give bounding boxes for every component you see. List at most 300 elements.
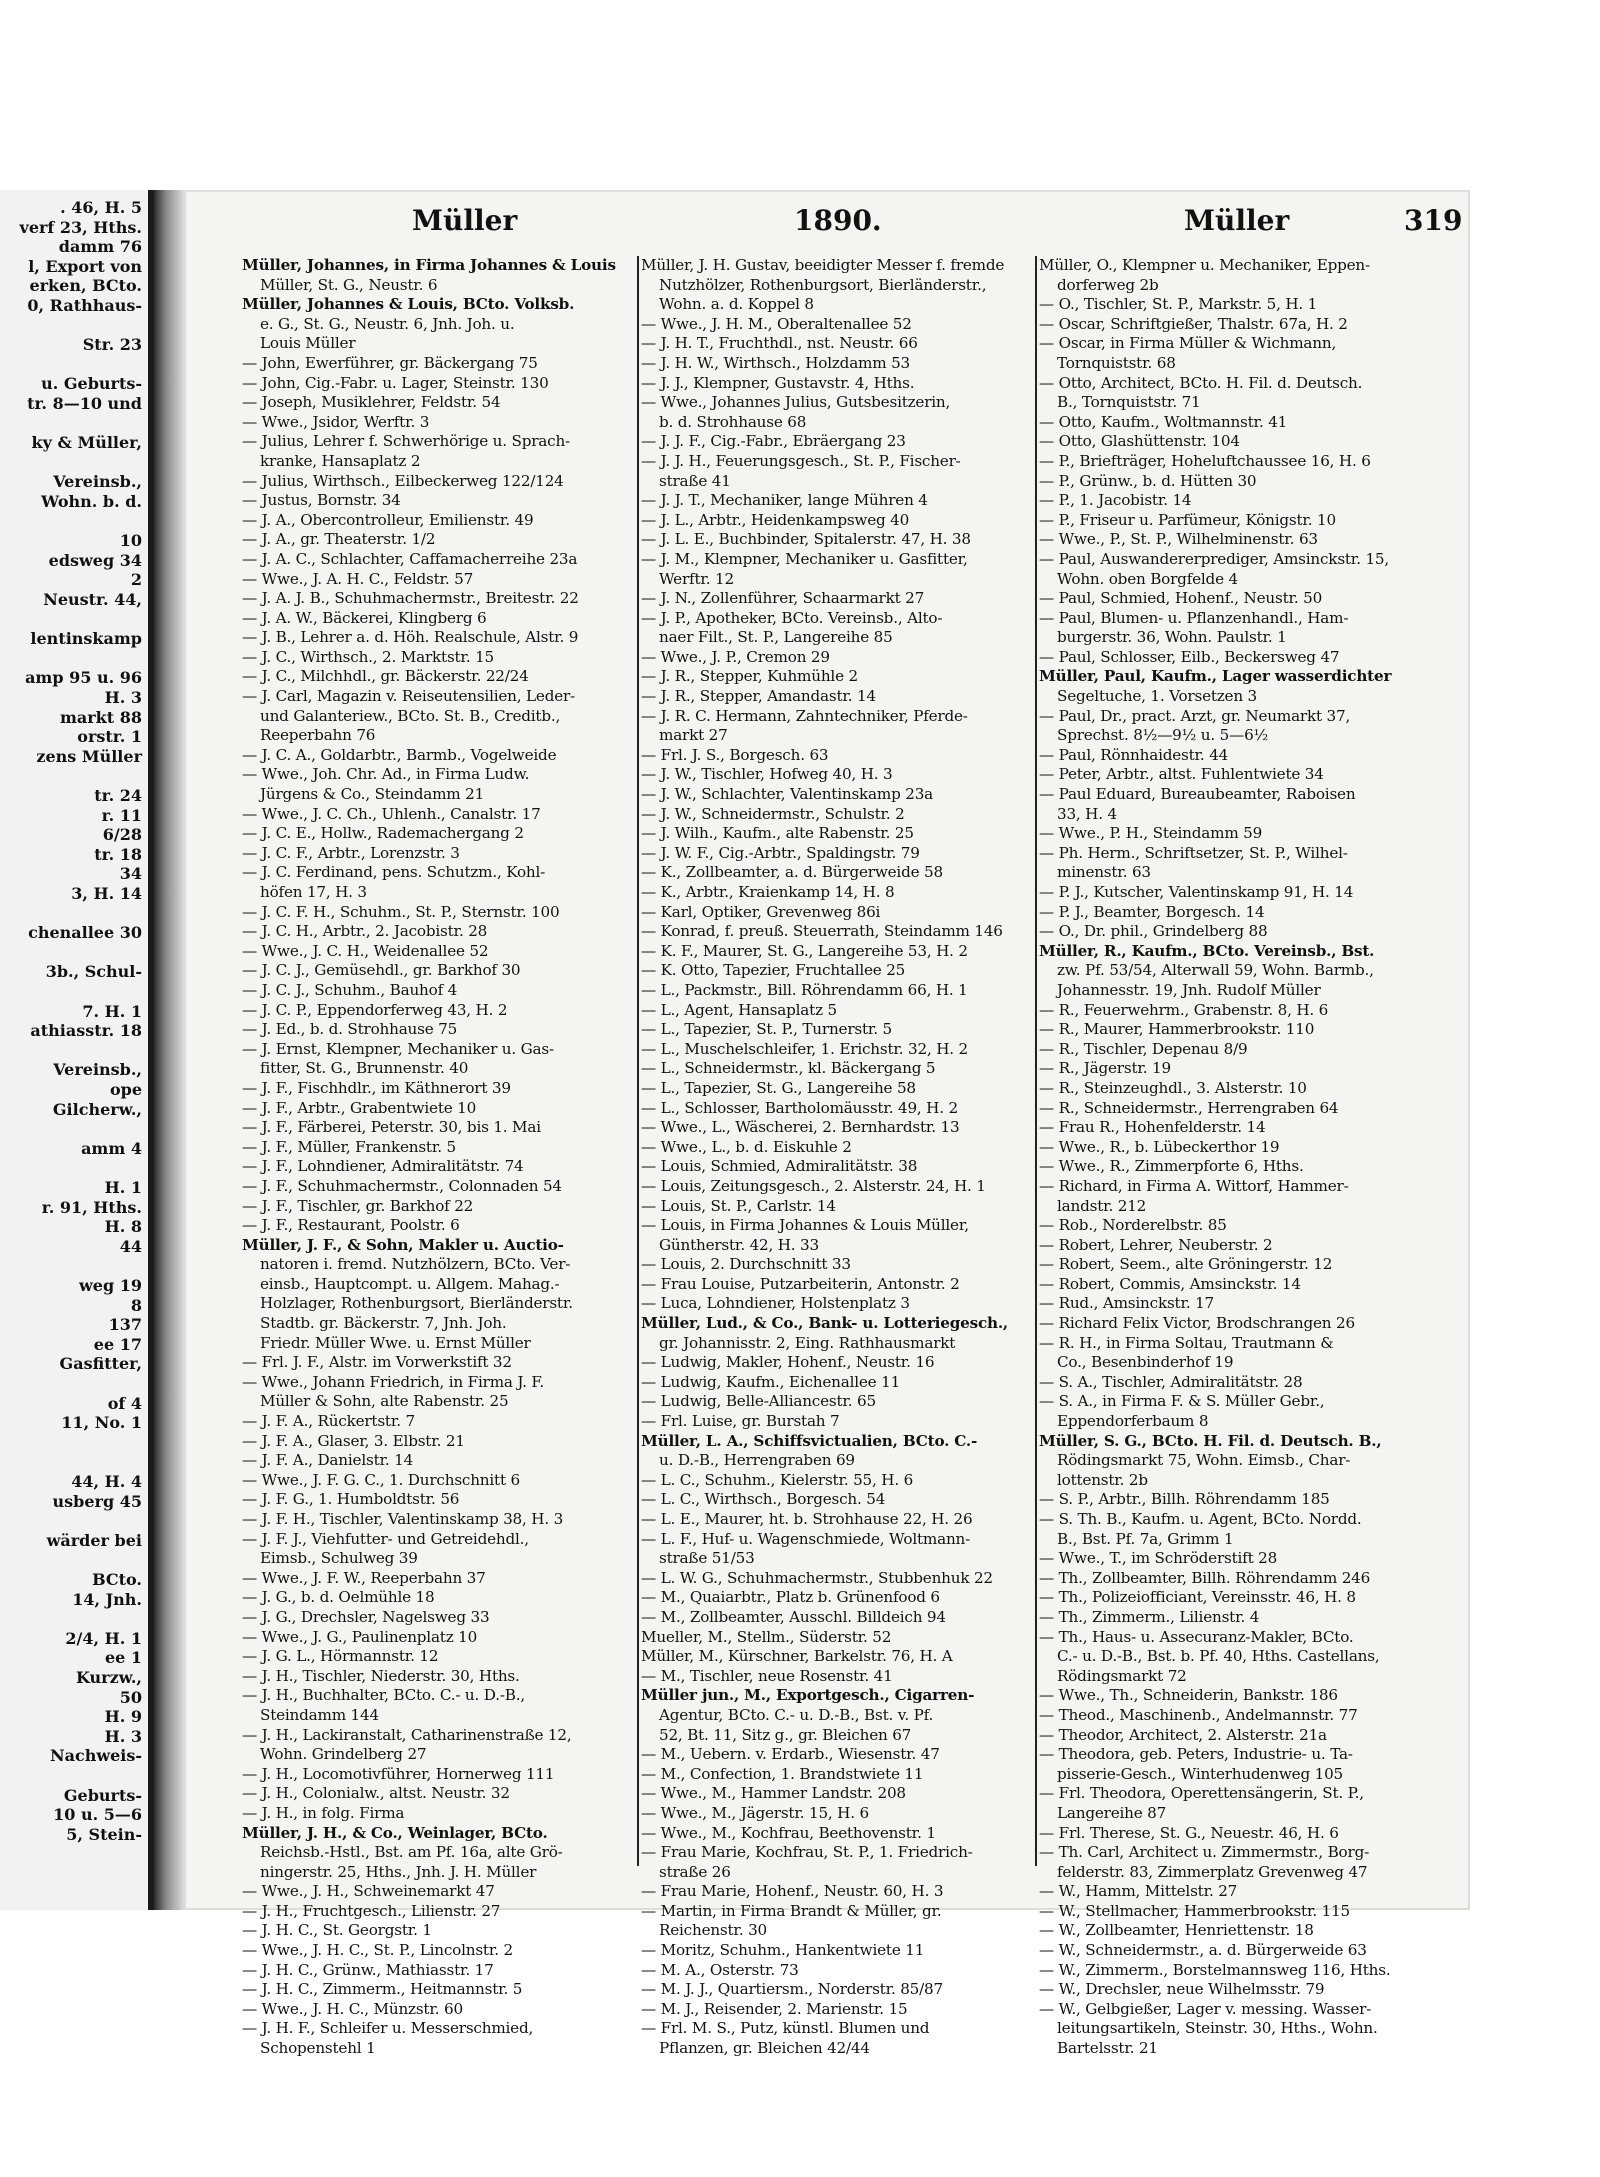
directory-entry: — S. P., Arbtr., Billh. Röhrendamm 185 bbox=[1039, 1490, 1330, 1509]
directory-entry: — L., Schlosser, Bartholomäusstr. 49, H. 2 bbox=[641, 1098, 958, 1117]
directory-entry: — J. F., Arbtr., Grabentwiete 10 bbox=[242, 1098, 477, 1117]
directory-entry: — Paul, Schlosser, Eilb., Beckersweg 47 bbox=[1039, 647, 1340, 666]
directory-entry: — J. F., Schuhmachermstr., Colonnaden 54 bbox=[242, 1176, 562, 1195]
directory-entry: — Luca, Lohndiener, Holstenplatz 3 bbox=[641, 1294, 910, 1313]
directory-entry: — J. F. G., 1. Humboldtstr. 56 bbox=[242, 1490, 460, 1509]
directory-entry: Müller & Sohn, alte Rabenstr. 25 bbox=[260, 1392, 509, 1411]
left-page-line: orstr. 1 bbox=[77, 727, 142, 747]
left-page-line: 2/4, H. 1 bbox=[65, 1628, 142, 1648]
directory-entry: Müller, J. F., & Sohn, Makler u. Auctio- bbox=[242, 1235, 564, 1254]
directory-entry: — J. G., b. d. Oelmühle 18 bbox=[242, 1588, 435, 1607]
directory-entry: — J. F. A., Rückertstr. 7 bbox=[242, 1412, 415, 1431]
directory-entry: — Julius, Wirthsch., Eilbeckerweg 122/124 bbox=[242, 471, 564, 490]
left-page-line: . 46, H. 5 bbox=[60, 198, 142, 217]
directory-entry: — Th., Zimmerm., Lilienstr. 4 bbox=[1039, 1607, 1260, 1626]
left-page-line: 2 bbox=[130, 570, 142, 590]
directory-entry: — R. H., in Firma Soltau, Trautmann & bbox=[1039, 1333, 1334, 1352]
directory-entry: — J. Wilh., Kaufm., alte Rabenstr. 25 bbox=[641, 824, 914, 843]
directory-entry: Reeperbahn 76 bbox=[260, 726, 376, 745]
directory-entry: — Rob., Norderelbstr. 85 bbox=[1039, 1216, 1227, 1235]
left-page-line: 3b., Schul- bbox=[45, 962, 142, 982]
directory-entry: Müller, R., Kaufm., BCto. Vereinsb., Bst. bbox=[1039, 941, 1375, 960]
directory-entry: — Wwe., Jsidor, Werftr. 3 bbox=[242, 412, 430, 431]
directory-entry: — P. J., Beamter, Borgesch. 14 bbox=[1039, 902, 1265, 921]
directory-entry: B., Tornquiststr. 71 bbox=[1057, 393, 1201, 412]
directory-entry: — Wwe., Johann Friedrich, in Firma J. F. bbox=[242, 1372, 544, 1391]
left-page-line: H. 1 bbox=[104, 1178, 142, 1197]
directory-entry: — Wwe., R., b. Lübeckerthor 19 bbox=[1039, 1137, 1280, 1156]
directory-entry: — Frl. Therese, St. G., Neuestr. 46, H. 6 bbox=[1039, 1823, 1339, 1842]
directory-entry: — J. H. F., Schleifer u. Messerschmied, bbox=[242, 2019, 534, 2038]
directory-entry: Nutzhölzer, Rothenburgsort, Bierländerstr., bbox=[659, 275, 987, 294]
directory-entry: — L. C., Schuhm., Kielerstr. 55, H. 6 bbox=[641, 1470, 914, 1489]
directory-entry: Steindamm 144 bbox=[260, 1705, 379, 1724]
directory-entry: — Wwe., M., Kochfrau, Beethovenstr. 1 bbox=[641, 1823, 936, 1842]
directory-entry: Reichsb.-Hstl., Bst. am Pf. 16a, alte Grö- bbox=[260, 1843, 563, 1862]
column-3 bbox=[1039, 256, 1439, 2059]
directory-entry: — Ludwig, Makler, Hohenf., Neustr. 16 bbox=[641, 1353, 935, 1372]
directory-entry: — Frl. J. F., Alstr. im Vorwerkstift 32 bbox=[242, 1353, 512, 1372]
directory-entry: — J. W., Schneidermstr., Schulstr. 2 bbox=[641, 804, 905, 823]
left-page-line: zens Müller bbox=[36, 746, 142, 766]
directory-entry: — Otto, Kaufm., Woltmannstr. 41 bbox=[1039, 412, 1288, 431]
directory-entry: — S. A., Tischler, Admiralitätstr. 28 bbox=[1039, 1372, 1303, 1391]
directory-entry: — Frl. J. S., Borgesch. 63 bbox=[641, 745, 829, 764]
left-page-line: erken, BCto. bbox=[29, 276, 142, 296]
directory-entry: Müller jun., M., Exportgesch., Cigarren- bbox=[641, 1686, 975, 1705]
directory-entry: — Frl. Luise, gr. Burstah 7 bbox=[641, 1412, 840, 1431]
directory-entry: — J. J., Klempner, Gustavstr. 4, Hths. bbox=[641, 373, 915, 392]
directory-entry: — Peter, Arbtr., altst. Fuhlentwiete 34 bbox=[1039, 765, 1324, 784]
directory-entry: — Louis, Schmied, Admiralitätstr. 38 bbox=[641, 1157, 918, 1176]
directory-entry: — J. C., Milchhdl., gr. Bäckerstr. 22/24 bbox=[242, 667, 529, 686]
left-page-line: of 4 bbox=[107, 1393, 142, 1413]
directory-entry: leitungsartikeln, Steinstr. 30, Hths., Wohn. bbox=[1057, 2019, 1378, 2038]
directory-entry: — Ludwig, Belle-Alliancestr. 65 bbox=[641, 1392, 876, 1411]
directory-entry: — L. F., Huf- u. Wagenschmiede, Woltmann- bbox=[641, 1529, 971, 1548]
left-page-line: verf 23, Hths. bbox=[19, 217, 142, 237]
directory-entry: — Paul Eduard, Bureaubeamter, Raboisen bbox=[1039, 785, 1356, 804]
page-number: 319 bbox=[1404, 204, 1463, 237]
directory-entry: — P., 1. Jacobistr. 14 bbox=[1039, 491, 1192, 510]
left-page-line: amp 95 u. 96 bbox=[25, 668, 142, 688]
left-page-line: Vereinsb., bbox=[53, 1060, 142, 1080]
left-page-line: chenallee 30 bbox=[28, 923, 142, 943]
directory-entry: — Paul, Auswandererprediger, Amsinckstr. 15, bbox=[1039, 549, 1390, 568]
directory-entry: — R., Steinzeughdl., 3. Alsterstr. 10 bbox=[1039, 1078, 1307, 1097]
directory-entry: — W., Drechsler, neue Wilhelmsstr. 79 bbox=[1039, 1980, 1325, 1999]
directory-entry: — J. L., Arbtr., Heidenkampsweg 40 bbox=[641, 510, 910, 529]
directory-entry: — Wwe., J. F. G. C., 1. Durchschnitt 6 bbox=[242, 1470, 520, 1489]
directory-entry: straße 51/53 bbox=[659, 1549, 755, 1568]
directory-entry: b. d. Strohhause 68 bbox=[659, 412, 807, 431]
directory-entry: — P., Friseur u. Parfümeur, Königstr. 10 bbox=[1039, 510, 1336, 529]
directory-entry: — J. H. W., Wirthsch., Holzdamm 53 bbox=[641, 353, 911, 372]
directory-entry: — J. P., Apotheker, BCto. Vereinsb., Alto- bbox=[641, 608, 943, 627]
header-year: 1890. bbox=[794, 204, 882, 237]
directory-entry: einsb., Hauptcompt. u. Allgem. Mahag.- bbox=[260, 1274, 560, 1293]
directory-entry: — J. J. F., Cig.-Fabr., Ebräergang 23 bbox=[641, 432, 906, 451]
directory-entry: — Rud., Amsinckstr. 17 bbox=[1039, 1294, 1215, 1313]
directory-entry: Jürgens & Co., Steindamm 21 bbox=[260, 785, 485, 804]
left-page-line: tr. 18 bbox=[94, 844, 142, 864]
directory-entry: — J. Ernst, Klempner, Mechaniker u. Gas- bbox=[242, 1039, 554, 1058]
directory-entry: — J. J. T., Mechaniker, lange Mühren 4 bbox=[641, 491, 928, 510]
left-page-line: ee 17 bbox=[93, 1334, 142, 1354]
left-page-line: tr. 24 bbox=[94, 786, 142, 805]
directory-entry: — J. C. A., Goldarbtr., Barmb., Vogelweide bbox=[242, 745, 557, 764]
directory-entry: 52, Bt. 11, Sitz g., gr. Bleichen 67 bbox=[659, 1725, 912, 1744]
directory-entry: — W., Zimmerm., Borstelmannsweg 116, Hths. bbox=[1039, 1960, 1391, 1979]
directory-entry: — John, Ewerführer, gr. Bäckergang 75 bbox=[242, 353, 538, 372]
directory-entry: — R., Jägerstr. 19 bbox=[1039, 1059, 1171, 1078]
directory-entry: Eimsb., Schulweg 39 bbox=[260, 1549, 418, 1568]
left-page-line: r. 91, Hths. bbox=[41, 1197, 142, 1217]
directory-entry: — Ph. Herm., Schriftsetzer, St. P., Wilhel- bbox=[1039, 843, 1348, 862]
left-page-line: 3, H. 14 bbox=[71, 884, 142, 903]
directory-entry: — J. B., Lehrer a. d. Höh. Realschule, Alstr. 9 bbox=[242, 628, 579, 647]
directory-entry: — O., Tischler, St. P., Markstr. 5, H. 1 bbox=[1039, 295, 1318, 314]
directory-entry: — Theodora, geb. Peters, Industrie- u. Ta- bbox=[1039, 1745, 1353, 1764]
directory-entry: pisserie-Gesch., Winterhudenweg 105 bbox=[1057, 1764, 1343, 1783]
directory-entry: — Richard, in Firma A. Wittorf, Hammer- bbox=[1039, 1176, 1349, 1195]
left-page-line: H. 9 bbox=[104, 1707, 142, 1727]
left-page-line: lentinskamp bbox=[30, 629, 142, 649]
left-page-line: Str. 23 bbox=[82, 335, 142, 355]
directory-entry: — Wwe., T., im Schröderstift 28 bbox=[1039, 1549, 1278, 1568]
directory-entry: — Konrad, f. preuß. Steuerrath, Steindamm 146 bbox=[641, 922, 1003, 941]
directory-entry: landstr. 212 bbox=[1057, 1196, 1147, 1215]
left-page-fragment bbox=[0, 190, 154, 1910]
directory-entry: Stadtb. gr. Bäckerstr. 7, Jnh. Joh. bbox=[260, 1314, 507, 1333]
directory-entry: — J. F., Restaurant, Poolstr. 6 bbox=[242, 1216, 460, 1235]
directory-entry: Müller, L. A., Schiffsvictualien, BCto. C.- bbox=[641, 1431, 978, 1450]
directory-entry: — L., Agent, Hansaplatz 5 bbox=[641, 1000, 837, 1019]
directory-entry: — Louis, St. P., Carlstr. 14 bbox=[641, 1196, 836, 1215]
left-page-line: weg 19 bbox=[79, 1276, 142, 1295]
directory-entry: — Paul, Dr., pract. Arzt, gr. Neumarkt 37, bbox=[1039, 706, 1351, 725]
directory-entry: — Theodor, Architect, 2. Alsterstr. 21a bbox=[1039, 1725, 1327, 1744]
directory-entry: — J. F., Fischhdlr., im Käthnerort 39 bbox=[242, 1078, 511, 1097]
left-page-line: 6/28 bbox=[102, 825, 142, 845]
directory-entry: Agentur, BCto. C.- u. D.-B., Bst. v. Pf. bbox=[659, 1705, 934, 1724]
directory-entry: — W., Hamm, Mittelstr. 27 bbox=[1039, 1882, 1238, 1901]
directory-entry: Reichenstr. 30 bbox=[659, 1921, 768, 1940]
directory-entry: Müller, O., Klempner u. Mechaniker, Eppen- bbox=[1039, 256, 1370, 274]
directory-entry: — W., Stellmacher, Hammerbrookstr. 115 bbox=[1039, 1901, 1350, 1920]
directory-entry: — Wwe., P. H., Steindamm 59 bbox=[1039, 824, 1263, 843]
directory-entry: Louis Müller bbox=[260, 334, 356, 353]
directory-entry: — J. Ed., b. d. Strohhause 75 bbox=[242, 1020, 458, 1039]
directory-entry: — W., Schneidermstr., a. d. Bürgerweide 63 bbox=[1039, 1941, 1367, 1960]
directory-entry: Wohn. a. d. Koppel 8 bbox=[659, 295, 814, 314]
left-page-line: 14, Jnh. bbox=[72, 1589, 142, 1609]
directory-entry: — Louis, in Firma Johannes & Louis Müller, bbox=[641, 1216, 969, 1235]
directory-entry: Werftr. 12 bbox=[659, 569, 734, 588]
directory-entry: — Karl, Optiker, Grevenweg 86i bbox=[641, 902, 881, 921]
left-page-line: Neustr. 44, bbox=[43, 590, 142, 609]
directory-entry: e. G., St. G., Neustr. 6, Jnh. Joh. u. bbox=[260, 314, 515, 333]
directory-entry: Bartelsstr. 21 bbox=[1057, 2039, 1158, 2058]
directory-entry: — J. F. H., Tischler, Valentinskamp 38, H. 3 bbox=[242, 1510, 564, 1528]
directory-entry: — J. F., Tischler, gr. Barkhof 22 bbox=[242, 1196, 474, 1215]
directory-entry: Eppendorferbaum 8 bbox=[1057, 1412, 1209, 1431]
directory-entry: — Wwe., R., Zimmerpforte 6, Hths. bbox=[1039, 1157, 1304, 1176]
directory-entry: — Theod., Maschinenb., Andelmannstr. 77 bbox=[1039, 1705, 1358, 1724]
directory-entry: — Frl. Theodora, Operettensängerin, St. P., bbox=[1039, 1784, 1364, 1803]
directory-entry: — J. H. C., Zimmerm., Heitmannstr. 5 bbox=[242, 1980, 523, 1999]
directory-entry: — Wwe., Th., Schneiderin, Bankstr. 186 bbox=[1039, 1686, 1338, 1705]
directory-entry: — K. F., Maurer, St. G., Langereihe 53, H. 2 bbox=[641, 941, 968, 960]
directory-entry: — Wwe., J. H. C., St. P., Lincolnstr. 2 bbox=[242, 1941, 513, 1960]
page-header bbox=[184, 204, 1470, 248]
directory-entry: — J. F. A., Danielstr. 14 bbox=[242, 1451, 414, 1470]
left-page-line: 10 bbox=[119, 531, 142, 551]
directory-entry: B., Bst. Pf. 7a, Grimm 1 bbox=[1057, 1529, 1234, 1548]
directory-entry: markt 27 bbox=[659, 726, 728, 745]
left-page-line: H. 3 bbox=[104, 688, 142, 707]
directory-entry: — J. A. W., Bäckerei, Klingberg 6 bbox=[242, 608, 487, 627]
directory-entry: — J. Carl, Magazin v. Reiseutensilien, Leder- bbox=[242, 687, 575, 706]
directory-entry: — Wwe., Joh. Chr. Ad., in Firma Ludw. bbox=[242, 765, 530, 784]
left-page-line: 8 bbox=[130, 1295, 142, 1315]
left-page-line: ope bbox=[109, 1080, 142, 1099]
directory-entry: — Frau Louise, Putzarbeiterin, Antonstr. 2 bbox=[641, 1274, 960, 1293]
directory-entry: — J. G., Drechsler, Nagelsweg 33 bbox=[242, 1607, 490, 1626]
directory-entry: — Otto, Architect, BCto. H. Fil. d. Deutsch. bbox=[1039, 373, 1363, 392]
directory-entry: — J. H., Tischler, Niederstr. 30, Hths. bbox=[242, 1666, 520, 1685]
directory-entry: — Frau Marie, Kochfrau, St. P., 1. Friedrich- bbox=[641, 1843, 973, 1862]
directory-entry: Müller, M., Kürschner, Barkelstr. 76, H. A bbox=[641, 1647, 953, 1666]
left-page-line: amm 4 bbox=[81, 1138, 142, 1158]
directory-entry: — Wwe., Johannes Julius, Gutsbesitzerin, bbox=[641, 393, 951, 412]
directory-entry: — Wwe., L., b. d. Eiskuhle 2 bbox=[641, 1137, 852, 1156]
left-page-line: Vereinsb., bbox=[53, 472, 142, 492]
left-page-line: damm 76 bbox=[58, 237, 142, 257]
directory-entry: — J. H., Buchhalter, BCto. C.- u. D.-B., bbox=[242, 1686, 525, 1705]
directory-entry: — Frau Marie, Hohenf., Neustr. 60, H. 3 bbox=[641, 1882, 944, 1901]
directory-entry: — P., Briefträger, Hoheluftchaussee 16, H. 6 bbox=[1039, 451, 1371, 470]
directory-entry: — John, Cig.-Fabr. u. Lager, Steinstr. 130 bbox=[242, 373, 549, 392]
directory-entry: — Wwe., J. G., Paulinenplatz 10 bbox=[242, 1627, 478, 1646]
directory-page bbox=[184, 190, 1470, 2058]
directory-entry: C.- u. D.-B., Bst. b. Pf. 40, Hths. Castellans, bbox=[1057, 1647, 1380, 1666]
left-page-line: Gilcherw., bbox=[52, 1099, 142, 1119]
directory-entry: — J. F., Müller, Frankenstr. 5 bbox=[242, 1137, 456, 1156]
directory-entry: Johannesstr. 19, Jnh. Rudolf Müller bbox=[1057, 980, 1321, 999]
directory-entry: — Oscar, in Firma Müller & Wichmann, bbox=[1039, 334, 1337, 353]
directory-entry: — J. F. J., Viehfutter- und Getreidehdl., bbox=[242, 1529, 529, 1548]
directory-entry: — Th. Carl, Architect u. Zimmermstr., Borg- bbox=[1039, 1843, 1370, 1862]
directory-entry: — Wwe., J. H. M., Oberaltenallee 52 bbox=[641, 314, 912, 333]
directory-entry: Friedr. Müller Wwe. u. Ernst Müller bbox=[260, 1333, 531, 1352]
left-page-line: Wohn. b. d. bbox=[41, 492, 142, 511]
left-page-line: tr. 8—10 und bbox=[27, 394, 142, 413]
directory-entry: — L., Muschelschleifer, 1. Erichstr. 32, H. 2 bbox=[641, 1039, 968, 1058]
directory-entry: — S. A., in Firma F. & S. Müller Gebr., bbox=[1039, 1392, 1325, 1411]
left-page-line: l, Export von bbox=[28, 256, 142, 276]
directory-entry: — J. C. J., Gemüsehdl., gr. Barkhof 30 bbox=[242, 961, 521, 980]
directory-entry: — J. C. F., Arbtr., Lorenzstr. 3 bbox=[242, 843, 460, 862]
directory-entry: — Wwe., J. C. Ch., Uhlenh., Canalstr. 17 bbox=[242, 804, 541, 823]
directory-entry: gr. Johannisstr. 2, Eing. Rathhausmarkt bbox=[659, 1333, 956, 1352]
directory-entry: — R., Maurer, Hammerbrookstr. 110 bbox=[1039, 1020, 1315, 1039]
left-page-line: Nachweis- bbox=[49, 1746, 142, 1766]
directory-entry: — Frau R., Hohenfelderstr. 14 bbox=[1039, 1118, 1266, 1137]
directory-entry: — J. C. H., Arbtr., 2. Jacobistr. 28 bbox=[242, 922, 488, 941]
left-page-line: H. 8 bbox=[104, 1217, 142, 1237]
directory-entry: — M. J. J., Quartiersm., Norderstr. 85/87 bbox=[641, 1980, 943, 1999]
directory-entry: — L., Tapezier, St. P., Turnerstr. 5 bbox=[641, 1020, 892, 1039]
directory-entry: — M., Confection, 1. Brandstwiete 11 bbox=[641, 1764, 924, 1783]
directory-entry: — O., Dr. phil., Grindelberg 88 bbox=[1039, 922, 1268, 941]
directory-entry: — Paul, Schmied, Hohenf., Neustr. 50 bbox=[1039, 589, 1323, 608]
directory-entry: lottenstr. 2b bbox=[1057, 1470, 1148, 1489]
directory-entry: natoren i. fremd. Nutzhölzern, BCto. Ver- bbox=[260, 1255, 571, 1274]
directory-entry: — Wwe., M., Hammer Landstr. 208 bbox=[641, 1784, 906, 1803]
directory-entry: — M., Zollbeamter, Ausschl. Billdeich 94 bbox=[641, 1607, 946, 1626]
directory-entry: Müller, Paul, Kaufm., Lager wasserdichter bbox=[1039, 667, 1392, 686]
left-page-line: 44 bbox=[119, 1236, 142, 1256]
directory-entry: — J. A. C., Schlachter, Caffamacherreihe 23a bbox=[242, 549, 578, 568]
directory-entry: — W., Zollbeamter, Henriettenstr. 18 bbox=[1039, 1921, 1314, 1940]
directory-entry: — W., Gelbgießer, Lager v. messing. Wasser- bbox=[1039, 1999, 1372, 2018]
left-page-line: BCto. bbox=[92, 1570, 142, 1589]
directory-entry: — J. H. T., Fruchthdl., nst. Neustr. 66 bbox=[641, 334, 918, 353]
directory-entry: — Wwe., M., Jägerstr. 15, H. 6 bbox=[641, 1803, 869, 1822]
directory-entry: Wohn. Grindelberg 27 bbox=[260, 1745, 427, 1764]
directory-entry: Holzlager, Rothenburgsort, Bierländerstr. bbox=[260, 1294, 573, 1313]
directory-entry: Sprechst. 8½—9½ u. 5—6½ bbox=[1057, 726, 1269, 745]
column-1 bbox=[242, 256, 642, 2059]
left-page-line: 34 bbox=[119, 864, 142, 884]
directory-entry: — M., Quaiarbtr., Platz b. Grünenfood 6 bbox=[641, 1588, 940, 1607]
directory-entry: — J. H. C., St. Georgstr. 1 bbox=[242, 1921, 432, 1940]
directory-entry: Segeltuche, 1. Vorsetzen 3 bbox=[1057, 687, 1258, 706]
directory-entry: — R., Tischler, Depenau 8/9 bbox=[1039, 1039, 1248, 1058]
directory-entry: — J. A., Obercontrolleur, Emilienstr. 49 bbox=[242, 510, 534, 529]
directory-entry: — M., Uebern. v. Erdarb., Wiesenstr. 47 bbox=[641, 1745, 940, 1764]
header-surname-right: Müller bbox=[1184, 204, 1290, 237]
directory-entry: — K. Otto, Tapezier, Fruchtallee 25 bbox=[641, 961, 906, 980]
directory-entry: — Th., Polizeiofficiant, Vereinsstr. 46, H. 8 bbox=[1039, 1588, 1356, 1607]
directory-entry: — L., Schneidermstr., kl. Bäckergang 5 bbox=[641, 1059, 936, 1078]
left-page-line: athiasstr. 18 bbox=[30, 1021, 142, 1041]
directory-entry: — M. J., Reisender, 2. Marienstr. 15 bbox=[641, 1999, 908, 2018]
directory-entry: — J. H., Locomotivführer, Hornerweg 111 bbox=[242, 1764, 555, 1783]
directory-entry: straße 41 bbox=[659, 471, 731, 490]
directory-entry: 33, H. 4 bbox=[1057, 804, 1117, 823]
directory-entry: — Th., Zollbeamter, Billh. Röhrendamm 246 bbox=[1039, 1568, 1371, 1587]
directory-entry: — J. C. Ferdinand, pens. Schutzm., Kohl- bbox=[242, 863, 546, 882]
directory-entry: minenstr. 63 bbox=[1057, 863, 1151, 882]
directory-entry: — Richard Felix Victor, Brodschrangen 26 bbox=[1039, 1314, 1355, 1333]
directory-entry: Mueller, M., Stellm., Süderstr. 52 bbox=[641, 1627, 892, 1646]
left-page-line: 50 bbox=[119, 1687, 142, 1707]
directory-entry: Pflanzen, gr. Bleichen 42/44 bbox=[659, 2039, 870, 2058]
directory-entry: — J. H., Lackiranstalt, Catharinenstraße 12, bbox=[242, 1725, 572, 1744]
left-page-line: wärder bei bbox=[46, 1530, 142, 1550]
column-2 bbox=[641, 256, 1041, 2059]
directory-entry: — Paul, Rönnhaidestr. 44 bbox=[1039, 745, 1229, 764]
directory-entry: — K., Arbtr., Kraienkamp 14, H. 8 bbox=[641, 883, 895, 901]
directory-entry: — Wwe., L., Wäscherei, 2. Bernhardstr. 13 bbox=[641, 1118, 960, 1137]
directory-entry: Co., Besenbinderhof 19 bbox=[1057, 1353, 1234, 1372]
directory-entry: Wohn. oben Borgfelde 4 bbox=[1057, 569, 1238, 588]
left-page-line: 11, No. 1 bbox=[61, 1413, 142, 1433]
directory-entry: Tornquiststr. 68 bbox=[1057, 353, 1176, 372]
directory-entry: — J. H., in folg. Firma bbox=[242, 1803, 405, 1822]
directory-entry: — Martin, in Firma Brandt & Müller, gr. bbox=[641, 1901, 942, 1920]
directory-entry: — J. L. E., Buchbinder, Spitalerstr. 47, H. 38 bbox=[641, 530, 971, 549]
directory-entry: Müller, Johannes, in Firma Johannes & Louis bbox=[242, 256, 616, 274]
directory-entry: ningerstr. 25, Hths., Jnh. J. H. Müller bbox=[260, 1862, 537, 1881]
directory-entry: — Wwe., J. C. H., Weidenallee 52 bbox=[242, 941, 489, 960]
directory-entry: — J. C. P., Eppendorferweg 43, H. 2 bbox=[242, 1000, 508, 1019]
left-page-line: usberg 45 bbox=[52, 1491, 142, 1511]
left-page-line: markt 88 bbox=[59, 707, 142, 727]
left-page-line: Geburts- bbox=[63, 1785, 142, 1805]
directory-entry: — Oscar, Schriftgießer, Thalstr. 67a, H. 2 bbox=[1039, 314, 1348, 333]
directory-entry: — L., Tapezier, St. G., Langereihe 58 bbox=[641, 1078, 916, 1097]
directory-entry: — Frl. M. S., Putz, künstl. Blumen und bbox=[641, 2019, 930, 2038]
directory-entry: — J. H., Colonialw., altst. Neustr. 32 bbox=[242, 1784, 510, 1803]
directory-entry: — J. W., Tischler, Hofweg 40, H. 3 bbox=[641, 765, 893, 784]
directory-entry: — J. A., gr. Theaterstr. 1/2 bbox=[242, 530, 436, 549]
directory-entry: — J. C. J., Schuhm., Bauhof 4 bbox=[242, 980, 458, 999]
directory-entry: höfen 17, H. 3 bbox=[260, 883, 367, 901]
directory-entry: — Justus, Bornstr. 34 bbox=[242, 491, 401, 510]
directory-entry: kranke, Hansaplatz 2 bbox=[260, 451, 421, 470]
directory-entry: — Th., Haus- u. Assecuranz-Makler, BCto. bbox=[1039, 1627, 1354, 1646]
directory-entry: — Robert, Commis, Amsinckstr. 14 bbox=[1039, 1274, 1301, 1293]
directory-entry: — J. R. C. Hermann, Zahntechniker, Pferde- bbox=[641, 706, 968, 725]
directory-entry: — J. N., Zollenführer, Schaarmarkt 27 bbox=[641, 589, 925, 608]
left-page-line: r. 11 bbox=[101, 805, 142, 825]
left-page-line: ky & Müller, bbox=[31, 433, 142, 453]
directory-entry: Müller, St. G., Neustr. 6 bbox=[260, 275, 438, 294]
directory-entry: Müller, Lud., & Co., Bank- u. Lotteriegesch., bbox=[641, 1314, 1009, 1333]
directory-entry: — Wwe., J. A. H. C., Feldstr. 57 bbox=[242, 569, 474, 588]
directory-entry: Müller, J. H., & Co., Weinlager, BCto. bbox=[242, 1823, 548, 1842]
directory-entry: — P. J., Kutscher, Valentinskamp 91, H. 14 bbox=[1039, 883, 1354, 901]
directory-entry: straße 26 bbox=[659, 1862, 731, 1881]
directory-entry: Müller, J. H. Gustav, beeidigter Messer f. fremde bbox=[641, 256, 1005, 274]
directory-entry: fitter, St. G., Brunnenstr. 40 bbox=[260, 1059, 469, 1078]
directory-entry: Güntherstr. 42, H. 33 bbox=[659, 1235, 819, 1254]
directory-entry: — Wwe., J. P., Cremon 29 bbox=[641, 647, 830, 666]
directory-entry: — L. E., Maurer, ht. b. Strohhause 22, H. 26 bbox=[641, 1510, 973, 1528]
directory-entry: — J. J. H., Feuerungsgesch., St. P., Fischer- bbox=[641, 451, 961, 470]
directory-entry: Rödingsmarkt 75, Wohn. Eimsb., Char- bbox=[1057, 1451, 1351, 1470]
directory-entry: — Otto, Glashüttenstr. 104 bbox=[1039, 432, 1240, 451]
left-page-line: ee 1 bbox=[104, 1648, 142, 1668]
directory-entry: — L. C., Wirthsch., Borgesch. 54 bbox=[641, 1490, 886, 1509]
left-page-line: 10 u. 5—6 bbox=[53, 1805, 142, 1825]
directory-entry: — L. W. G., Schuhmachermstr., Stubbenhuk 22 bbox=[641, 1568, 993, 1587]
left-page-line: Gasfitter, bbox=[59, 1354, 142, 1374]
directory-entry: — Joseph, Musiklehrer, Feldstr. 54 bbox=[242, 393, 501, 412]
directory-entry: dorferweg 2b bbox=[1057, 275, 1159, 294]
directory-entry: — Wwe., J. F. W., Reeperbahn 37 bbox=[242, 1568, 486, 1587]
left-page-line: H. 3 bbox=[104, 1726, 142, 1746]
directory-entry: — Robert, Seem., alte Gröningerstr. 12 bbox=[1039, 1255, 1333, 1274]
directory-entry: — J. F., Lohndiener, Admiralitätstr. 74 bbox=[242, 1157, 524, 1176]
left-page-line: 44, H. 4 bbox=[71, 1472, 142, 1491]
directory-entry: — J. H., Fruchtgesch., Lilienstr. 27 bbox=[242, 1901, 501, 1920]
book-gutter bbox=[154, 190, 184, 1910]
directory-entry: u. D.-B., Herrengraben 69 bbox=[659, 1451, 855, 1470]
